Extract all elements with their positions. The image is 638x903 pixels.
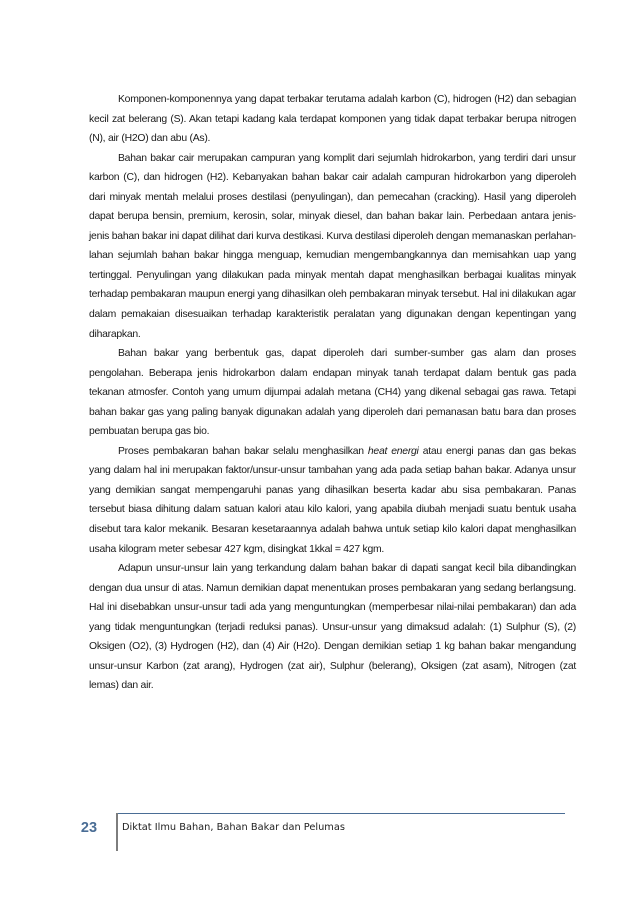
paragraph-gas-fuel: Bahan bakar yang berbentuk gas, dapat diperoleh dari sumber-sumber gas alam dan proses pengolahan. Beberapa jenis hidrokarbon dalam endapan minyak tanah terdapat dalam bentuk gas pada tekanan atmosfer. Contoh yang umum dijumpai adalah metana (CH4) yang dikenal sebagai gas rawa. Tetapi bahan bakar gas yang paling banyak digunakan adalah yang diperoleh dari pemanasan batu bara dan proses pembuatan berupa gas bio. xyxy=(89,348,576,438)
paragraph-combustion-energy-rest: atau energi panas dan gas bekas yang dalam hal ini merupakan faktor/unsur-unsur tambahan yang ada pada setiap bahan bakar. Adanya unsur yang demikian sangat mempengaruhi panas yang dihasilkan beserta kadar abu sisa pembakaran. Panas tersebut biasa dihitung dalam satuan kalori atau kilo kalori, yang apabila diubah menjadi suatu bentuk usaha disebut tara kalor mekanik. Besaran kesetaraannya adalah bahwa untuk setiap kilo kalori dapat menghasilkan usaha kilogram meter sebesar 427 kgm, disingkat 1kkal = 427 kgm. xyxy=(89,445,576,555)
footer-document-title: Diktat Ilmu Bahan, Bahan Bakar dan Pelumas xyxy=(122,822,345,833)
paragraph-other-elements: Adapun unsur-unsur lain yang terkandung dalam bahan bakar di dapati sangat kecil bila dibandingkan dengan dua unsur di atas. Namun demikian dapat menentukan proses pembakaran yang sedang berlangsung. Hal ini disebabkan unsur-unsur tadi ada yang menguntungkan (memperbesar nilai-nilai pembakaran) dan ada yang tidak menguntungkan (terjadi reduksi panas). Unsur-unsur yang dimaksud adalah: (1) Sulphur (S), (2) Oksigen (O2), (3) Hydrogen (H2), dan (4) Air (H2o). Dengan demikian setiap 1 kg bahan bakar mengandung unsur-unsur Karbon (zat arang), Hydrogen (zat air), Sulphur (belerang), Oksigen (zat asam), Nitrogen (zat lemas) dan air. xyxy=(89,563,576,692)
footer-horizontal-rule xyxy=(118,813,565,814)
page-number: 23 xyxy=(80,820,98,836)
page-footer xyxy=(64,813,565,851)
paragraph-liquid-fuel: Bahan bakar cair merupakan campuran yang komplit dari sejumlah hidrokarbon, yang terdiri dari unsur karbon (C), dan hidrogen (H2). Kebanyakan bahan bakar cair adalah campuran hidrokarbon yang diperoleh dari minyak mentah melalui proses destilasi (penyulingan), dan pemecahan (cracking). Hasil yang diperoleh dapat berupa bensin, premium, kerosin, solar, minyak diesel, dan bahan bakar lain. Perbedaan antara jenis-jenis bahan bakar ini dapat dilihat dari kurva destikasi. Kurva destilasi diperoleh dengan memanaskan perlahan-lahan sejumlah bahan bakar hingga menguap, kemudian mengembangkannya dan memisahkan uap yang tertinggal. Penyulingan yang dilakukan pada minyak mentah dapat menghasilkan berbagai kualitas minyak terhadap pembakaran maupun energi yang dihasilkan oleh pembakaran minyak tersebut. Hal ini dilakukan agar dalam pemakaian disesuaikan terhadap karakteristik peralatan yang digunakan dengan kepentingan yang diharapkan. xyxy=(89,152,576,340)
paragraph-combustion-energy-lead: Proses pembakaran bahan bakar selalu menghasilkan xyxy=(118,445,368,457)
footer-vertical-divider xyxy=(116,813,118,851)
paragraph-combustion-energy xyxy=(89,442,576,559)
italic-term-heat-energi: heat energi xyxy=(367,445,419,457)
document-body xyxy=(89,90,576,696)
paragraph-composition: Komponen-komponennya yang dapat terbakar terutama adalah karbon (C), hidrogen (H2) dan sebagian kecil zat belerang (S). Akan tetapi kadang kala terdapat komponen yang tidak dapat terbakar berupa nitrogen (N), air (H2O) dan abu (As). xyxy=(89,94,576,145)
